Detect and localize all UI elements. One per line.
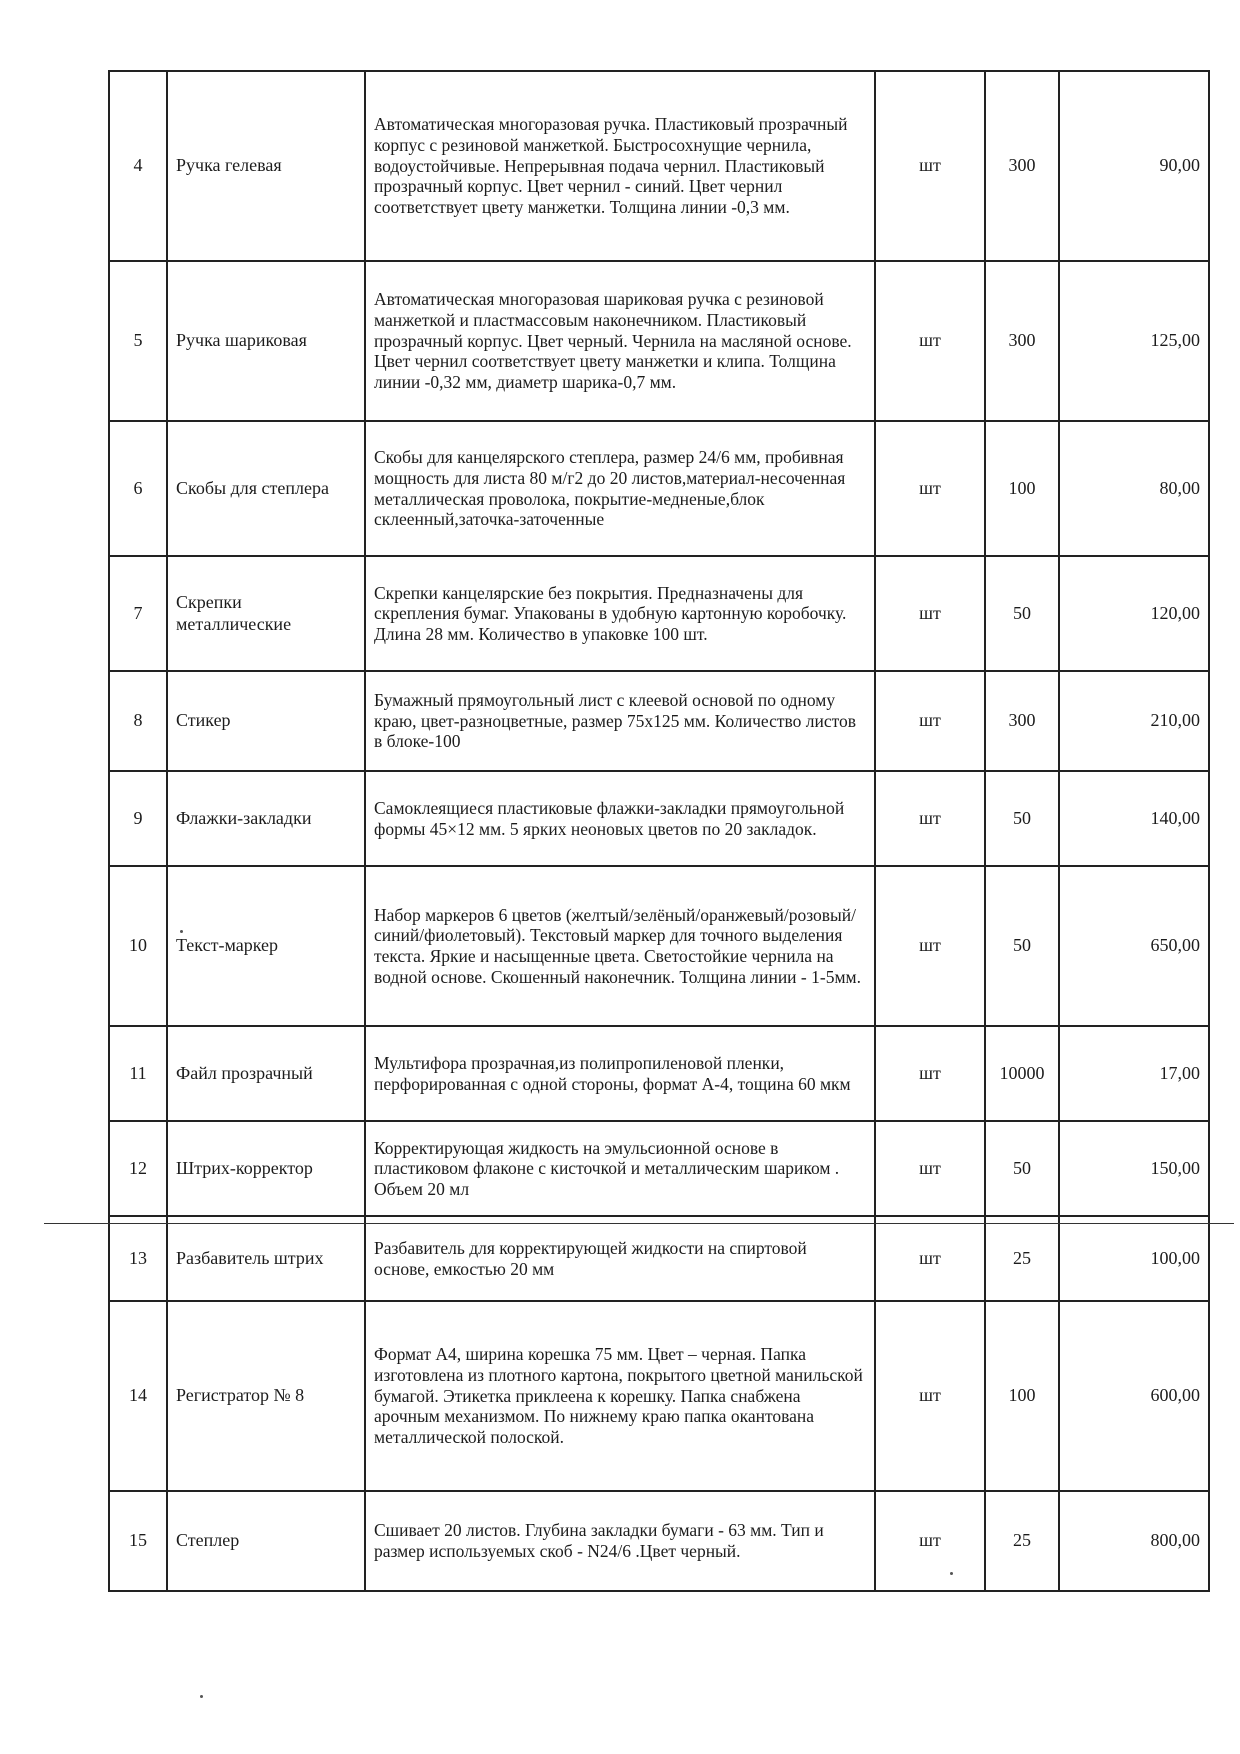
item-quantity: 300 bbox=[985, 71, 1059, 261]
item-unit: шт bbox=[875, 771, 985, 866]
item-name: Ручка шариковая bbox=[167, 261, 365, 421]
item-name: Скрепки металлические bbox=[167, 556, 365, 671]
item-unit: шт bbox=[875, 556, 985, 671]
item-name: Флажки-закладки bbox=[167, 771, 365, 866]
row-number: 10 bbox=[109, 866, 167, 1026]
item-name: Файл прозрачный bbox=[167, 1026, 365, 1121]
table-row bbox=[109, 671, 1209, 771]
item-quantity: 10000 bbox=[985, 1026, 1059, 1121]
item-name: Текст-маркер bbox=[167, 866, 365, 1026]
table-row bbox=[109, 866, 1209, 1026]
item-price: 90,00 bbox=[1059, 71, 1209, 261]
item-description: Самоклеящиеся пластиковые флажки-закладки прямоугольной формы 45×12 мм. 5 ярких неоновых цветов по 20 закладок. bbox=[365, 771, 875, 866]
specification-table bbox=[108, 70, 1210, 1592]
item-unit: шт bbox=[875, 261, 985, 421]
item-description: Набор маркеров 6 цветов (желтый/зелёный/оранжевый/розовый/синий/фиолетовый). Текстовый маркер для точного выделения текста. Яркие и насыщенные цвета. Светостойкие чернила на водной основе. Скошенный наконечник. Толщина линии - 1-5мм. bbox=[365, 866, 875, 1026]
item-name: Штрих-корректор bbox=[167, 1121, 365, 1216]
item-description: Сшивает 20 листов. Глубина закладки бумаги - 63 мм. Тип и размер используемых скоб - N24/6 .Цвет черный. bbox=[365, 1491, 875, 1591]
item-description: Скобы для канцелярского степлера, размер 24/6 мм, пробивная мощность для листа 80 м/г2 до 20 листов,материал-несоченная металлическая проволока, покрытие-медненые,блок склеенный,заточка-заточенные bbox=[365, 421, 875, 556]
item-price: 80,00 bbox=[1059, 421, 1209, 556]
item-price: 17,00 bbox=[1059, 1026, 1209, 1121]
item-name: Ручка гелевая bbox=[167, 71, 365, 261]
item-price: 140,00 bbox=[1059, 771, 1209, 866]
item-description: Автоматическая многоразовая шариковая ручка с резиновой манжеткой и пластмассовым наконечником. Пластиковый прозрачный корпус. Цвет черный. Чернила на масляной основе. Цвет чернил соответствует цвету манжетки и клипа. Толщина линии -0,32 мм, диаметр шарика-0,7 мм. bbox=[365, 261, 875, 421]
item-description: Автоматическая многоразовая ручка. Пластиковый прозрачный корпус с резиновой манжеткой. Быстросохнущие чернила, водоустойчивые. Непрерывная подача чернил. Пластиковый прозрачный корпус. Цвет чернил - синий. Цвет чернил соответствует цвету манжетки. Толщина линии -0,3 мм. bbox=[365, 71, 875, 261]
row-number: 4 bbox=[109, 71, 167, 261]
item-unit: шт bbox=[875, 1026, 985, 1121]
item-unit: шт bbox=[875, 671, 985, 771]
row-number: 5 bbox=[109, 261, 167, 421]
table-body bbox=[109, 71, 1209, 1591]
item-description: Мультифора прозрачная,из полипропиленовой пленки, перфорированная с одной стороны, формат А-4, тощина 60 мкм bbox=[365, 1026, 875, 1121]
table-row bbox=[109, 1216, 1209, 1301]
item-unit: шт bbox=[875, 1491, 985, 1591]
item-name: Регистратор № 8 bbox=[167, 1301, 365, 1491]
item-unit: шт bbox=[875, 1301, 985, 1491]
table-row bbox=[109, 421, 1209, 556]
scan-speck bbox=[950, 1572, 953, 1575]
table-row bbox=[109, 1491, 1209, 1591]
item-quantity: 300 bbox=[985, 261, 1059, 421]
item-price: 800,00 bbox=[1059, 1491, 1209, 1591]
item-quantity: 50 bbox=[985, 771, 1059, 866]
item-quantity: 50 bbox=[985, 1121, 1059, 1216]
item-price: 600,00 bbox=[1059, 1301, 1209, 1491]
row-number: 8 bbox=[109, 671, 167, 771]
row-number: 9 bbox=[109, 771, 167, 866]
row-number: 15 bbox=[109, 1491, 167, 1591]
item-description: Формат А4, ширина корешка 75 мм. Цвет – черная. Папка изготовлена из плотного картона, покрытого цветной манильской бумагой. Этикетка приклеена к корешку. Папка снабжена арочным механизмом. По нижнему краю папка окантована металлической полоской. bbox=[365, 1301, 875, 1491]
row-number: 6 bbox=[109, 421, 167, 556]
item-unit: шт bbox=[875, 866, 985, 1026]
strike-through-line bbox=[44, 1223, 1234, 1224]
item-quantity: 50 bbox=[985, 556, 1059, 671]
item-name: Разбавитель штрих bbox=[167, 1216, 365, 1301]
item-description: Скрепки канцелярские без покрытия. Предназначены для скрепления бумаг. Упакованы в удобную картонную коробочку. Длина 28 мм. Количество в упаковке 100 шт. bbox=[365, 556, 875, 671]
scan-speck bbox=[200, 1695, 203, 1698]
item-quantity: 25 bbox=[985, 1216, 1059, 1301]
item-price: 100,00 bbox=[1059, 1216, 1209, 1301]
table-row bbox=[109, 1026, 1209, 1121]
item-price: 125,00 bbox=[1059, 261, 1209, 421]
item-quantity: 100 bbox=[985, 1301, 1059, 1491]
table-row bbox=[109, 1301, 1209, 1491]
item-description: Бумажный прямоугольный лист с клеевой основой по одному краю, цвет-разноцветные, размер 75х125 мм. Количество листов в блоке-100 bbox=[365, 671, 875, 771]
item-description: Разбавитель для корректирующей жидкости на спиртовой основе, емкостью 20 мм bbox=[365, 1216, 875, 1301]
item-name: Степлер bbox=[167, 1491, 365, 1591]
item-quantity: 25 bbox=[985, 1491, 1059, 1591]
row-number: 13 bbox=[109, 1216, 167, 1301]
item-name: Скобы для степлера bbox=[167, 421, 365, 556]
table-row bbox=[109, 771, 1209, 866]
item-quantity: 300 bbox=[985, 671, 1059, 771]
table-row bbox=[109, 1121, 1209, 1216]
item-unit: шт bbox=[875, 1121, 985, 1216]
item-quantity: 50 bbox=[985, 866, 1059, 1026]
item-price: 650,00 bbox=[1059, 866, 1209, 1026]
row-number: 14 bbox=[109, 1301, 167, 1491]
item-name: Стикер bbox=[167, 671, 365, 771]
item-price: 150,00 bbox=[1059, 1121, 1209, 1216]
item-unit: шт bbox=[875, 71, 985, 261]
item-unit: шт bbox=[875, 1216, 985, 1301]
table-row bbox=[109, 556, 1209, 671]
row-number: 11 bbox=[109, 1026, 167, 1121]
item-unit: шт bbox=[875, 421, 985, 556]
row-number: 7 bbox=[109, 556, 167, 671]
item-description: Корректирующая жидкость на эмульсионной основе в пластиковом флаконе с кисточкой и металлическим шариком . Объем 20 мл bbox=[365, 1121, 875, 1216]
item-price: 120,00 bbox=[1059, 556, 1209, 671]
item-price: 210,00 bbox=[1059, 671, 1209, 771]
table-row bbox=[109, 71, 1209, 261]
row-number: 12 bbox=[109, 1121, 167, 1216]
scan-speck bbox=[180, 930, 183, 933]
table-row bbox=[109, 261, 1209, 421]
item-quantity: 100 bbox=[985, 421, 1059, 556]
